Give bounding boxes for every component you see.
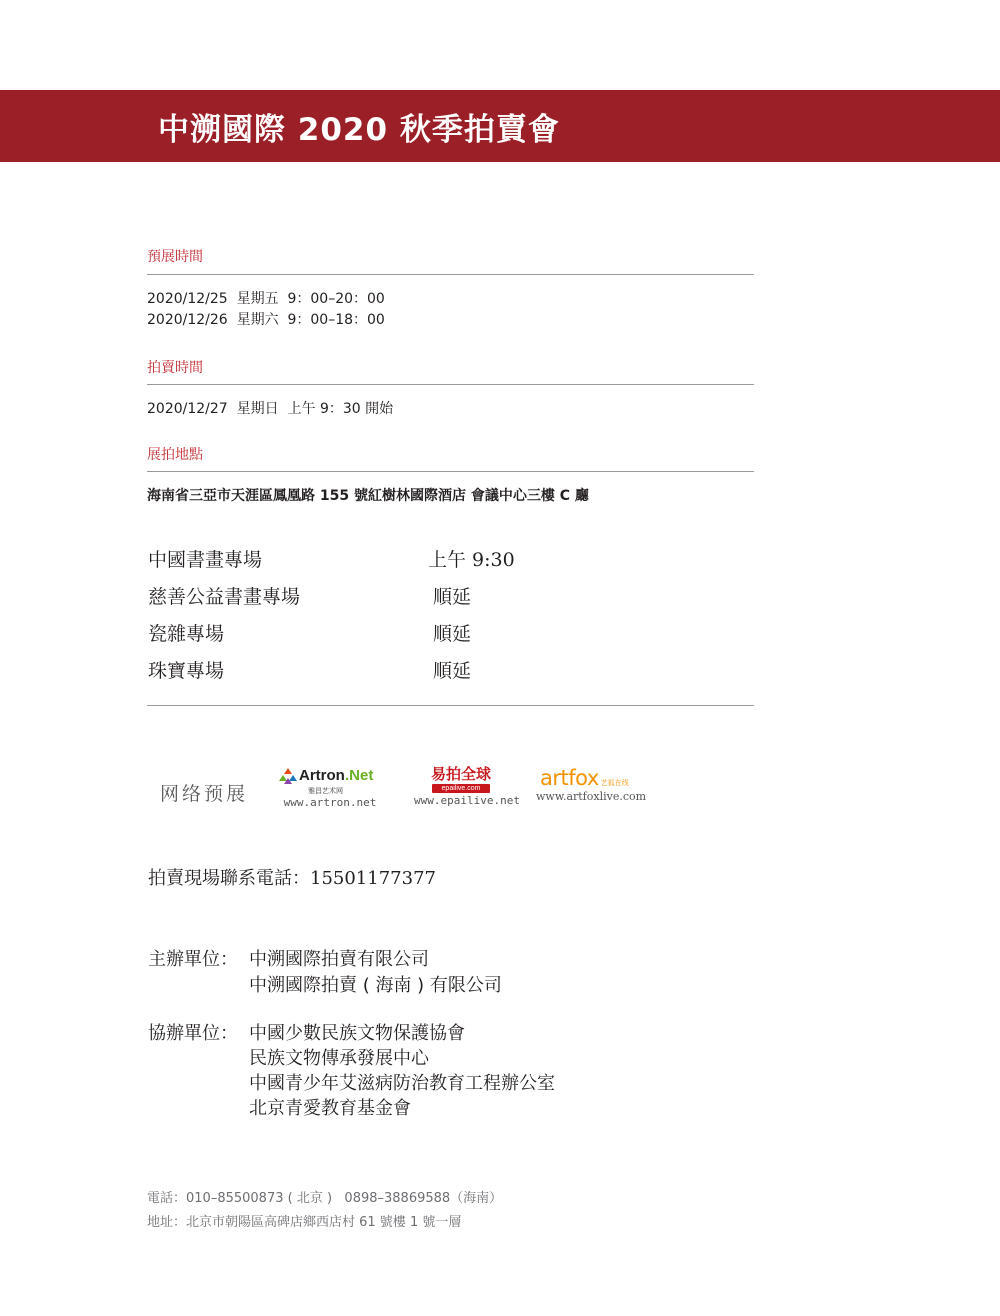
session-name: 瓷雜專場: [148, 623, 225, 645]
session-time: 順延: [433, 660, 472, 682]
session-time: 上午 9:30: [428, 549, 515, 571]
epailive-url[interactable]: www.epailive.net: [414, 794, 520, 807]
divider: [147, 274, 754, 275]
co-host-org: 中國青少年艾滋病防治教育工程辦公室: [249, 1073, 555, 1094]
session-time: 順延: [433, 623, 472, 645]
venue-label: 展拍地點: [147, 447, 203, 463]
co-host-org: 中國少數民族文物保護協會: [249, 1023, 465, 1044]
preview-date-2: 2020/12/26 星期六 9：00–18：00: [147, 312, 385, 328]
preview-date-1: 2020/12/25 星期五 9：00–20：00: [147, 291, 385, 307]
auction-label: 拍賣時間: [147, 360, 203, 376]
co-host-org: 北京青愛教育基金會: [249, 1098, 411, 1119]
host-org: 中溯國際拍賣 ( 海南 ) 有限公司: [249, 975, 502, 996]
venue-address: 海南省三亞市天涯區鳳凰路 155 號紅樹林國際酒店 會議中心三樓 C 廳: [147, 488, 589, 504]
onsite-phone: 拍賣現場聯系電話：15501177377: [148, 868, 436, 889]
artron-logo-sub: 雅昌艺术网: [308, 788, 343, 795]
co-host-label: 協辦單位：: [148, 1023, 238, 1044]
partner-epailive[interactable]: [414, 766, 520, 807]
partner-artfox[interactable]: [536, 766, 646, 803]
page-title: 中溯國際 2020 秋季拍賣會: [158, 112, 560, 148]
epailive-logo-text: 易拍全球: [430, 766, 491, 783]
title-banner: [0, 90, 1000, 162]
session-time: 順延: [433, 586, 472, 608]
footer-phone: 電話：010–85500873 ( 北京 ) 0898–38869588（海南）: [147, 1191, 503, 1206]
preview-label: 預展時間: [147, 249, 203, 265]
artfox-logo: [536, 766, 646, 788]
artron-logo-text: Artron: [299, 767, 345, 784]
session-name: 珠寶專場: [148, 660, 225, 682]
partner-artron[interactable]: [278, 766, 382, 809]
artron-url[interactable]: www.artron.net: [283, 796, 377, 809]
online-preview-label: 网络预展: [160, 783, 249, 805]
artfox-url[interactable]: www.artfoxlive.com: [536, 790, 647, 803]
artron-logo-suffix: .Net: [345, 767, 374, 784]
artfox-logo-text: artfox: [540, 766, 599, 790]
session-name: 慈善公益書畫專場: [148, 586, 301, 608]
co-host-org: 民族文物傳承發展中心: [249, 1048, 429, 1069]
session-name: 中國書畫專場: [148, 549, 263, 571]
epailive-logo-sub: epailive.com: [432, 784, 490, 793]
host-label: 主辦單位：: [148, 949, 238, 970]
artron-logo-icon: [278, 768, 298, 786]
divider: [147, 705, 754, 706]
host-org: 中溯國際拍賣有限公司: [249, 949, 429, 970]
divider: [147, 384, 754, 385]
footer-address: 地址：北京市朝陽區高碑店鄉西店村 61 號樓 1 號一層: [147, 1215, 462, 1230]
artron-logo: [278, 766, 382, 788]
artfox-logo-sub: 艺狐在线: [600, 780, 629, 787]
divider: [147, 471, 754, 472]
auction-date: 2020/12/27 星期日 上午 9：30 開始: [147, 401, 394, 417]
